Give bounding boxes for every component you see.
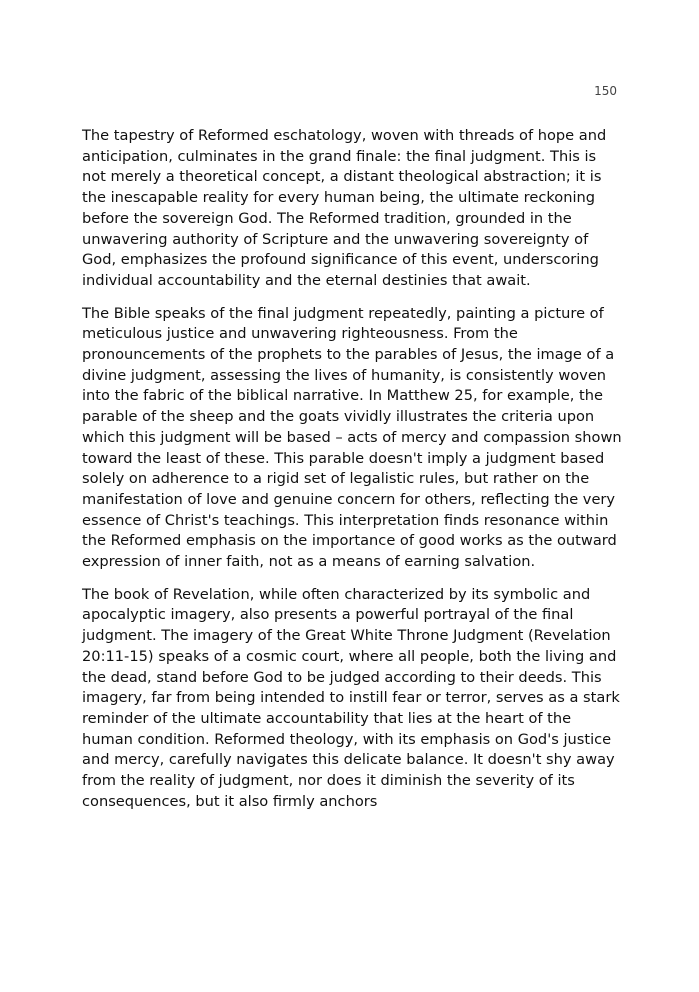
paragraph-3: The book of Revelation, while often characterized by its symbolic and apocalyptic imagery, also presents a powerful portrayal of the final judgment. The imagery of the Great White Throne Judgment (Revelation 20:11-15) speaks of a cosmic court, where all people, both the living and the dead, stand before God to be judged according to their deeds. This imagery, far from being intended to instill fear or terror, serves as a stark reminder of the ultimate accountability that lies at the heart of the human condition. Reformed theology, with its emphasis on God's justice and mercy, carefully navigates this delicate balance. It doesn't shy away from the reality of judgment, nor does it diminish the severity of its consequences, but it also firmly anchors <box>82 585 620 810</box>
body-text <box>82 126 622 825</box>
paragraph-2: The Bible speaks of the final judgment repeatedly, painting a picture of meticulous justice and unwavering righteousness. From the pronouncements of the prophets to the parables of Jesus, the image of a divine judgment, assessing the lives of humanity, is consistently woven into the fabric of the biblical narrative. In Matthew 25, for example, the parable of the sheep and the goats vividly illustrates the criteria upon which this judgment will be based – acts of mercy and compassion shown toward the least of these. This parable doesn't imply a judgment based solely on adherence to a rigid set of legalistic rules, but rather on the manifestation of love and genuine concern for others, reflecting the very essence of Christ's teachings. This interpretation finds resonance within the Reformed emphasis on the importance of good works as the outward expression of inner faith, not as a means of earning salvation. <box>82 304 622 571</box>
paragraph-1: The tapestry of Reformed eschatology, woven with threads of hope and anticipation, culminates in the grand finale: the final judgment. This is not merely a theoretical concept, a distant theological abstraction; it is the inescapable reality for every human being, the ultimate reckoning before the sovereign God. The Reformed tradition, grounded in the unwavering authority of Scripture and the unwavering sovereignty of God, emphasizes the profound significance of this event, underscoring individual accountability and the eternal destinies that await. <box>82 127 607 289</box>
page-number: 150 <box>594 84 617 98</box>
